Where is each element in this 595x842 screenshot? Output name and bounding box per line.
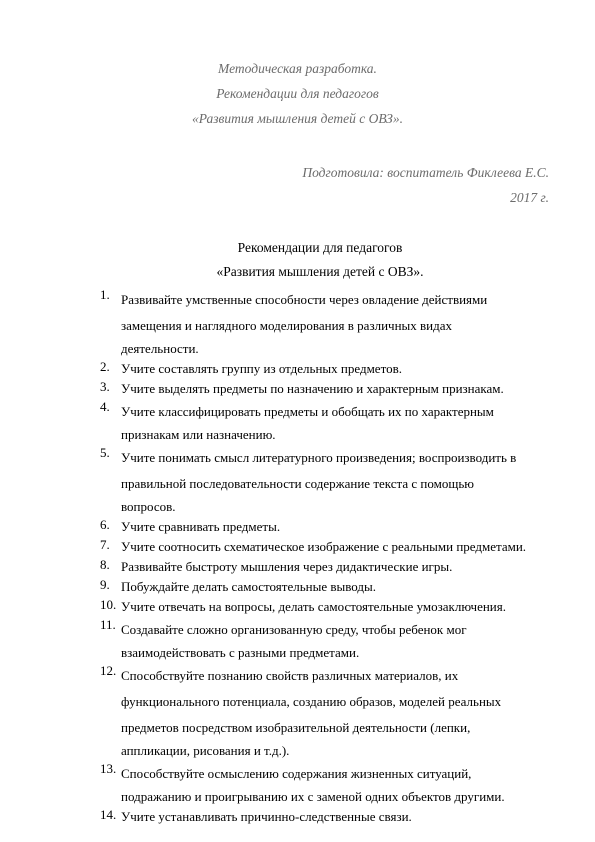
list-item-number: 9. bbox=[100, 577, 110, 592]
list-item bbox=[100, 557, 560, 577]
list-item-text-line: Учите устанавливать причинно-следственные связи. bbox=[121, 809, 412, 824]
list-item-text-line: взаимодействовать с разными предметами. bbox=[121, 645, 360, 660]
list-item-text-line: Побуждайте делать самостоятельные выводы. bbox=[121, 579, 377, 594]
list-item-number: 5. bbox=[100, 445, 110, 460]
recommendations-list bbox=[100, 287, 560, 827]
list-item-text-line: подражанию и проигрыванию их с заменой одних объектов другими. bbox=[121, 789, 505, 804]
header-line-3: «Развития мышления детей с ОВЗ». bbox=[192, 111, 403, 126]
list-item bbox=[100, 445, 560, 517]
list-item bbox=[100, 597, 560, 617]
list-item-text-line: Развивайте быстроту мышления через дидактические игры. bbox=[121, 559, 453, 574]
list-item bbox=[100, 617, 560, 663]
list-item-text-line: признакам или назначению. bbox=[121, 427, 276, 442]
list-item-number: 6. bbox=[100, 517, 110, 532]
list-item-number: 3. bbox=[100, 379, 110, 394]
list-item bbox=[100, 359, 560, 379]
list-item-text-line: Учите сравнивать предметы. bbox=[121, 519, 281, 534]
list-item-number: 8. bbox=[100, 557, 110, 572]
list-item-number: 11. bbox=[100, 617, 116, 632]
list-item-text-line: деятельности. bbox=[121, 341, 199, 356]
list-item-text-line: Создавайте сложно организованную среду, чтобы ребенок мог bbox=[121, 622, 467, 637]
list-item bbox=[100, 577, 560, 597]
list-item bbox=[100, 761, 560, 807]
list-item-number: 4. bbox=[100, 399, 110, 414]
list-item-number: 12. bbox=[100, 663, 117, 678]
list-item-text-line: Учите классифицировать предметы и обобщать их по характерным bbox=[121, 404, 494, 419]
list-item-text-line: предметов посредством изобразительной деятельности (лепки, bbox=[121, 720, 471, 735]
list-item-number: 2. bbox=[100, 359, 110, 374]
list-item-text-line: Учите соотносить схематическое изображение с реальными предметами. bbox=[121, 539, 527, 554]
list-item bbox=[100, 287, 560, 359]
list-item-text-line: Учите понимать смысл литературного произведения; воспроизводить в bbox=[121, 450, 517, 465]
list-item-text-line: замещения и наглядного моделирования в различных видах bbox=[121, 318, 452, 333]
list-item-text-line: Развивайте умственные способности через овладение действиями bbox=[121, 292, 488, 307]
document-title bbox=[0, 236, 595, 284]
list-item bbox=[100, 537, 560, 557]
list-item bbox=[100, 379, 560, 399]
list-item-text-line: Способствуйте познанию свойств различных материалов, их bbox=[121, 668, 459, 683]
author-line: Подготовила: воспитатель Фиклеева Е.С. bbox=[302, 165, 549, 180]
list-item-text-line: Способствуйте осмыслению содержания жизненных ситуаций, bbox=[121, 766, 472, 781]
list-item-text-line: Учите отвечать на вопросы, делать самостоятельные умозаключения. bbox=[121, 599, 506, 614]
title-line-2: «Развития мышления детей с ОВЗ». bbox=[216, 264, 424, 279]
list-item-number: 7. bbox=[100, 537, 110, 552]
list-item-text-line: Учите выделять предметы по назначению и характерным признакам. bbox=[121, 381, 504, 396]
list-item-text-line: функционального потенциала, созданию образов, моделей реальных bbox=[121, 694, 502, 709]
list-item-number: 13. bbox=[100, 761, 117, 776]
header-line-2: Рекомендации для педагогов bbox=[216, 86, 379, 101]
list-item-text-line: вопросов. bbox=[121, 499, 176, 514]
document-header bbox=[0, 56, 595, 131]
title-line-1: Рекомендации для педагогов bbox=[237, 240, 403, 255]
list-item-text-line: аппликации, рисования и т.д.). bbox=[121, 743, 290, 758]
list-item bbox=[100, 517, 560, 537]
list-item bbox=[100, 663, 560, 761]
list-item bbox=[100, 807, 560, 827]
list-item-text-line: Учите составлять группу из отдельных предметов. bbox=[121, 361, 402, 376]
list-item-number: 10. bbox=[100, 597, 117, 612]
list-item-text-line: правильной последовательности содержание текста с помощью bbox=[121, 476, 475, 491]
header-line-1: Методическая разработка. bbox=[218, 61, 377, 76]
list-item bbox=[100, 399, 560, 445]
list-item-number: 14. bbox=[100, 807, 117, 822]
year-line: 2017 г. bbox=[510, 190, 549, 205]
list-item-number: 1. bbox=[100, 287, 110, 302]
author-block bbox=[302, 160, 549, 210]
